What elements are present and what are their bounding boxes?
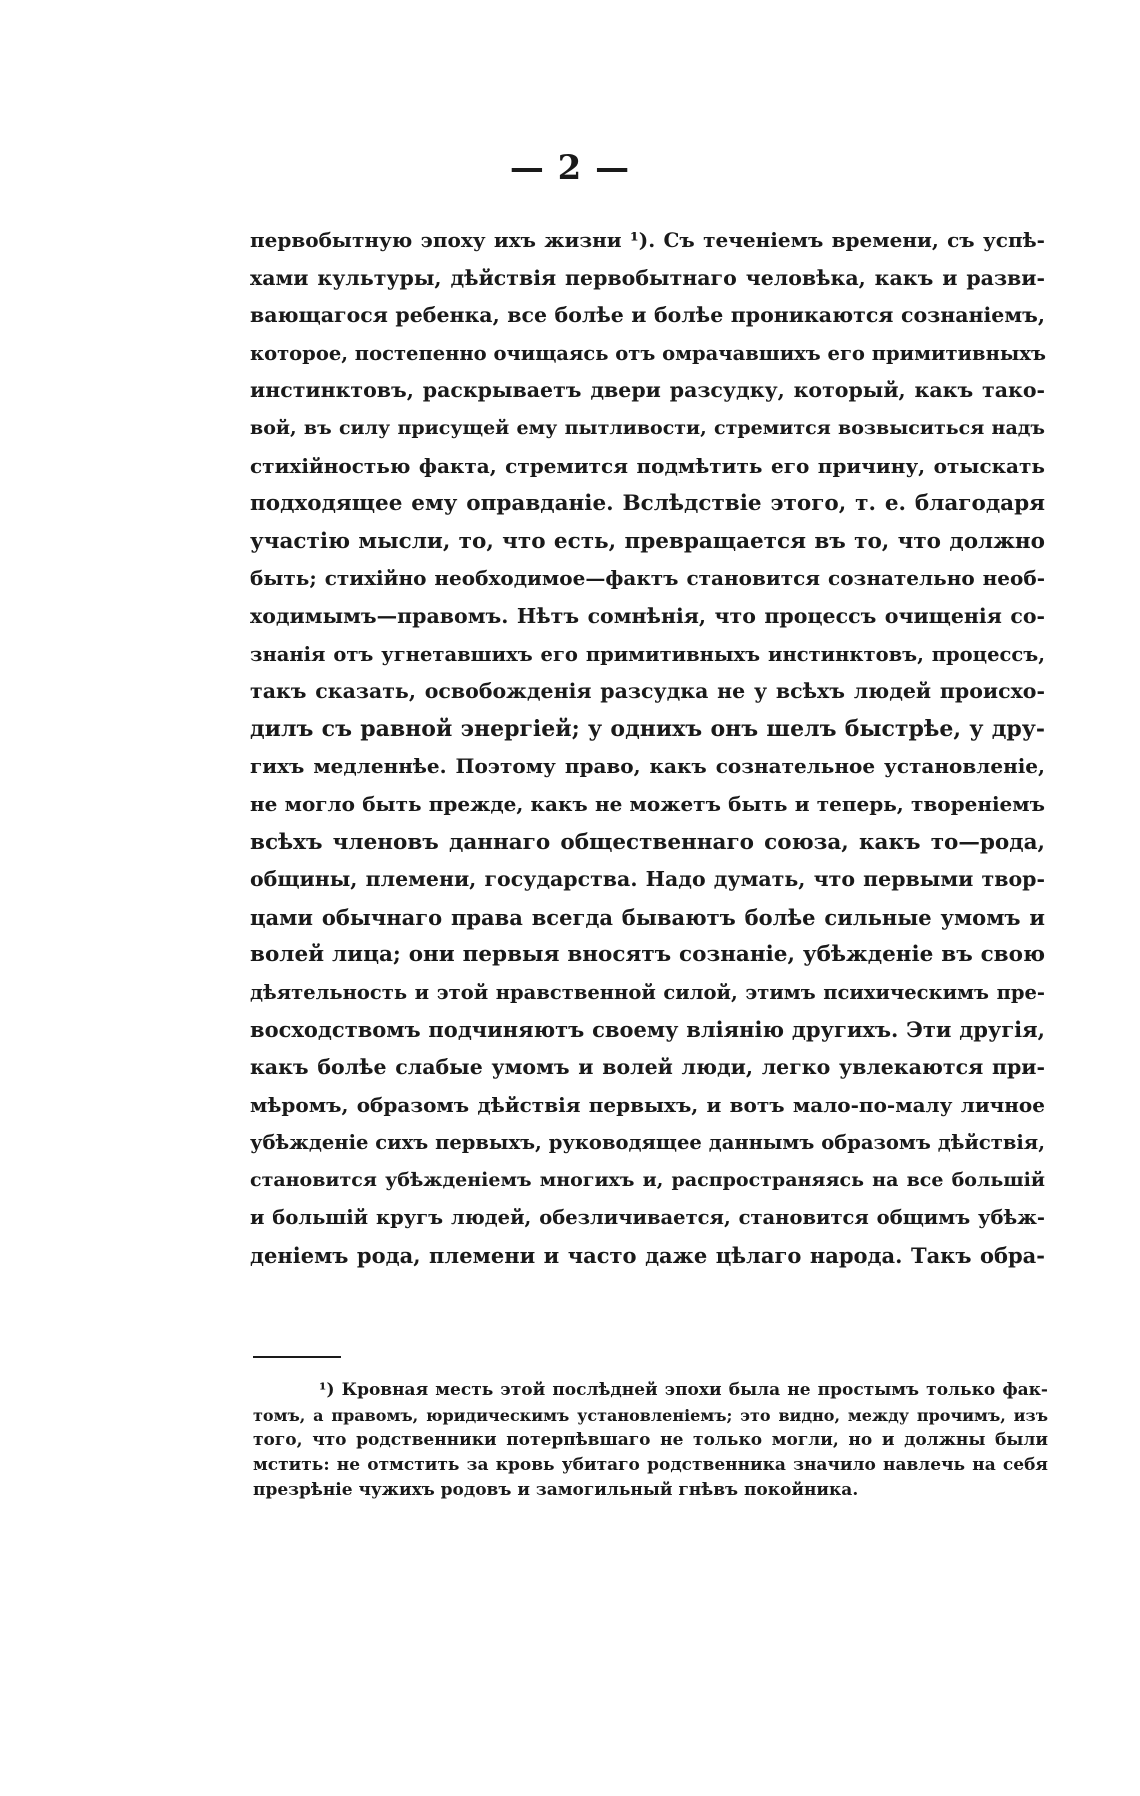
text-line: волей лица; они первыя вносятъ сознаніе, убѣжденіе въ свою: [250, 942, 1045, 968]
text-line: общины, племени, государства. Надо думать, что первыми твор-: [250, 867, 1045, 892]
text-line: ходимымъ—правомъ. Нѣтъ сомнѣнія, что процессъ очищенія со-: [250, 603, 1045, 628]
text-line: инстинктовъ, раскрываетъ двери разсудку, который, какъ тако-: [250, 378, 1045, 403]
text-line: такъ сказать, освобожденія разсудка не у всѣхъ людей происхо-: [250, 679, 1045, 704]
text-line: всѣхъ членовъ даннаго общественнаго союза, какъ то—рода,: [250, 829, 1045, 855]
text-line: которое, постепенно очищаясь отъ омрачавшихъ его примитивныхъ: [250, 341, 1046, 365]
text-line: цами обычнаго права всегда бываютъ болѣе сильные умомъ и: [250, 904, 1045, 930]
body-text: [250, 222, 1045, 1275]
text-line: участію мысли, то, что есть, превращается въ то, что должно: [250, 528, 1045, 554]
text-line: какъ болѣе слабые умомъ и волей люди, легко увлекаются при-: [250, 1055, 1045, 1080]
text-line: становится убѣжденіемъ многихъ и, распространяясь на все большій: [250, 1168, 1045, 1191]
page-number: — 2 —: [509, 148, 631, 188]
text-line: дилъ съ равной энергіей; у однихъ онъ шелъ быстрѣе, у дру-: [250, 715, 1045, 742]
text-line: дѣятельность и этой нравственной силой, этимъ психическимъ пре-: [250, 980, 1045, 1004]
text-line: хами культуры, дѣйствія первобытнаго человѣка, какъ и разви-: [250, 265, 1045, 290]
text-line: вающагося ребенка, все болѣе и болѣе проникаются сознаніемъ,: [250, 303, 1045, 328]
footnote-line: томъ, а правомъ, юридическимъ установленіемъ; это видно, между прочимъ, изъ: [253, 1406, 1048, 1425]
text-line: и большій кругъ людей, обезличивается, становится общимъ убѣж-: [250, 1206, 1045, 1230]
footnote-line: ¹) Кровная месть этой послѣдней эпохи была не простымъ только фак-: [319, 1380, 1048, 1400]
text-line: знанія отъ угнетавшихъ его примитивныхъ инстинктовъ, процессъ,: [250, 642, 1045, 666]
text-line: восходствомъ подчиняютъ своему вліянію другихъ. Эти другія,: [250, 1017, 1045, 1043]
footnote-divider: [253, 1356, 341, 1358]
text-line: убѣжденіе сихъ первыхъ, руководящее даннымъ образомъ дѣйствія,: [250, 1131, 1045, 1155]
text-line: подходящее ему оправданіе. Вслѣдствіе этого, т. е. благодаря: [250, 491, 1045, 517]
text-line: мѣромъ, образомъ дѣйствія первыхъ, и вотъ мало-по-малу личное: [250, 1092, 1045, 1117]
footnote-line: того, что родственники потерпѣвшаго не только могли, но и должны были: [253, 1430, 1048, 1450]
footnote: [253, 1378, 1048, 1503]
text-line: вой, въ силу присущей ему пытливости, стремится возвыситься надъ: [250, 416, 1045, 439]
text-line: первобытную эпоху ихъ жизни ¹). Съ теченіемъ времени, съ успѣ-: [250, 228, 1045, 252]
footnote-line: презрѣніе чужихъ родовъ и замогильный гнѣвъ покойника.: [253, 1480, 859, 1500]
text-line: стихійностью факта, стремится подмѣтить его причину, отыскать: [250, 453, 1045, 478]
text-line: быть; стихійно необходимое—фактъ становится сознательно необ-: [250, 566, 1045, 591]
footnote-line: мстить: не отмстить за кровь убитаго родственника значило навлечь на себя: [253, 1455, 1048, 1475]
text-line: не могло быть прежде, какъ не можетъ быть и теперь, твореніемъ: [250, 791, 1045, 816]
text-line: гихъ медленнѣе. Поэтому право, какъ сознательное установленіе,: [250, 754, 1045, 779]
text-line: деніемъ рода, племени и часто даже цѣлаго народа. Такъ обра-: [250, 1243, 1045, 1269]
